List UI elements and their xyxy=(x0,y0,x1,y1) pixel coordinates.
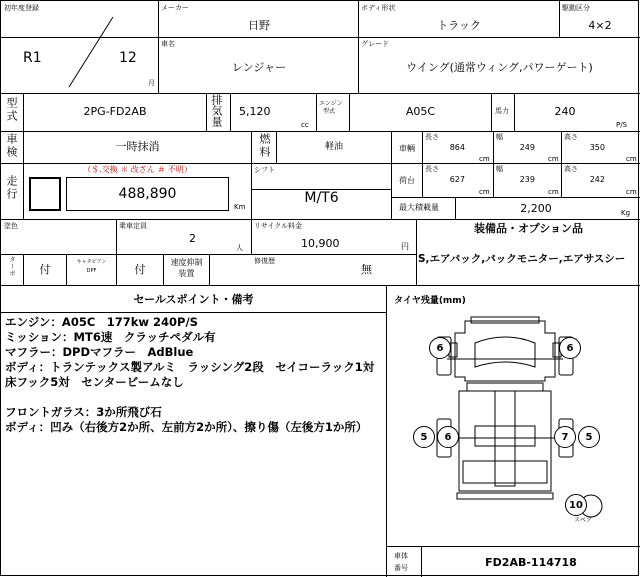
power-unit: P/S xyxy=(616,121,628,129)
registration-month: 12 xyxy=(119,50,137,66)
color-label: 塗色 xyxy=(4,222,18,230)
first-registration-label: 初年度登録 xyxy=(4,4,39,12)
shift-value: M/T6 xyxy=(304,190,339,206)
options-title: 装備品・オプション品 xyxy=(473,222,583,235)
speed-limiter-label: 速度抑制 装置 xyxy=(170,258,203,278)
sales-line: ボディ：トランテックス製アルミ ラッシング2段 セイコーラック1対 xyxy=(5,360,375,374)
vehicle-width-label: 幅 xyxy=(496,133,503,141)
cargo-width-value: 239 xyxy=(519,175,535,184)
drive-type-value: 4×2 xyxy=(588,19,612,32)
cargo-length-unit: cm xyxy=(479,188,490,196)
max-load-value: 2,200 xyxy=(520,202,552,215)
power-label: 馬力 xyxy=(495,107,509,115)
vehicle-height-label: 高さ xyxy=(564,133,578,141)
car-name-label: 車名 xyxy=(161,40,175,48)
tire-rear-right-outer: 5 xyxy=(578,426,600,448)
tire-depth-title: タイヤ残量(mm) xyxy=(394,296,466,306)
max-load-unit: Kg xyxy=(621,209,631,217)
cargo-width-unit: cm xyxy=(548,188,559,196)
vehicle-size-label: 車輌 xyxy=(399,144,415,153)
cargo-width-label: 幅 xyxy=(496,165,503,173)
body-shape-label: ボディ形状 xyxy=(361,4,396,12)
chassis-number-value: FD2AB-114718 xyxy=(485,556,577,569)
month-unit: 月 xyxy=(148,79,155,87)
sales-line: マフラー：DPDマフラー AdBlue xyxy=(5,345,194,359)
vehicle-width-unit: cm xyxy=(548,155,559,163)
mileage-mark-box xyxy=(29,177,61,211)
mileage-label: 走行 xyxy=(5,175,18,201)
grade-value: ウイング(通常ウィング,パワーゲート) xyxy=(406,61,593,74)
displacement-label: 排気量 xyxy=(210,94,223,127)
date-diagonal-line xyxy=(1,1,159,93)
repair-history-value: 無 xyxy=(361,263,372,276)
cargo-length-value: 627 xyxy=(449,175,465,184)
tire-rear-left-outer: 5 xyxy=(413,426,435,448)
sales-points-title: セールスポイント・備考 xyxy=(133,293,254,306)
vehicle-height-value: 350 xyxy=(589,143,605,152)
sales-points-list xyxy=(5,315,374,435)
grade-label: グレード xyxy=(361,40,389,48)
tire-front-right: 6 xyxy=(559,337,581,359)
cargo-height-label: 高さ xyxy=(564,165,578,173)
mileage-notes: （＄.交換 ＊ 改ざん ＃ 不明） xyxy=(83,165,192,174)
power-value: 240 xyxy=(554,105,576,118)
inspection-value: 一時抹消 xyxy=(115,140,160,153)
spare-label: スペア xyxy=(573,517,592,524)
capacity-label: 乗車定員 xyxy=(119,222,147,230)
capacity-value: 2 xyxy=(189,232,196,245)
cargo-height-unit: cm xyxy=(626,188,637,196)
dpf-label: キャタピアン DPF xyxy=(76,259,107,274)
tire-spare: 10 xyxy=(565,494,587,516)
tire-rear-left-inner: 6 xyxy=(437,426,459,448)
fuel-label: 燃料 xyxy=(258,133,271,159)
model-value: 2PG-FD2AB xyxy=(83,105,147,118)
engine-model-label: エンジン 型式 xyxy=(319,100,343,115)
mileage-value: 488,890 xyxy=(118,186,177,202)
shift-label: シフト xyxy=(254,166,275,174)
sales-line: エンジン：A05C 177kw 240P/S xyxy=(5,315,198,329)
turbo-value: 付 xyxy=(39,263,51,276)
cargo-length-label: 長さ xyxy=(425,165,439,173)
capacity-unit: 人 xyxy=(236,244,243,252)
maker-label: メーカー xyxy=(161,4,189,12)
car-name-value: レンジャー xyxy=(231,61,287,74)
chassis-number-label: 車体 番号 xyxy=(394,552,408,572)
vehicle-length-value: 864 xyxy=(449,143,465,152)
model-label: 型式 xyxy=(5,97,18,123)
cargo-size-label: 荷台 xyxy=(399,176,415,185)
displacement-value: 5,120 xyxy=(239,105,271,118)
options-value: S,エアバック,バックモニター,エアサスシー xyxy=(418,253,626,265)
repair-history-label: 修復歴 xyxy=(254,257,275,265)
tire-rear-right-inner: 7 xyxy=(554,426,576,448)
vehicle-height-unit: cm xyxy=(626,155,637,163)
engine-model-value: A05C xyxy=(405,105,436,118)
vehicle-width-value: 249 xyxy=(519,143,535,152)
sales-line: 床フック5対 センタービームなし xyxy=(5,375,184,389)
cargo-height-value: 242 xyxy=(589,175,605,184)
recycle-fee-unit: 円 xyxy=(401,242,409,251)
recycle-fee-value: 10,900 xyxy=(301,237,340,250)
sales-line: フロントガラス：3か所飛び石 xyxy=(5,405,162,419)
vehicle-length-unit: cm xyxy=(479,155,490,163)
vehicle-length-label: 長さ xyxy=(425,133,439,141)
maker-value: 日野 xyxy=(248,19,270,32)
fuel-value: 軽油 xyxy=(324,142,343,152)
recycle-fee-label: リサイクル料金 xyxy=(254,222,303,230)
registration-era: R1 xyxy=(23,50,42,66)
tire-front-left: 6 xyxy=(429,337,451,359)
truck-diagram xyxy=(387,301,640,546)
body-shape-value: トラック xyxy=(437,19,481,32)
sales-line: ボディ：凹み（右後方2か所、左前方2か所）、擦り傷（左後方1か所） xyxy=(5,420,368,434)
displacement-unit: cc xyxy=(301,121,309,129)
sales-line xyxy=(5,390,374,405)
max-load-label: 最大積載量 xyxy=(399,203,439,212)
sales-line: ミッション：MT6速 クラッチペダル有 xyxy=(5,330,216,344)
dpf-value: 付 xyxy=(134,263,146,276)
mileage-unit: Km xyxy=(234,203,246,211)
drive-type-label: 駆動区分 xyxy=(562,4,590,12)
turbo-label: ターボ xyxy=(8,256,15,277)
inspection-label: 車検 xyxy=(5,133,18,159)
